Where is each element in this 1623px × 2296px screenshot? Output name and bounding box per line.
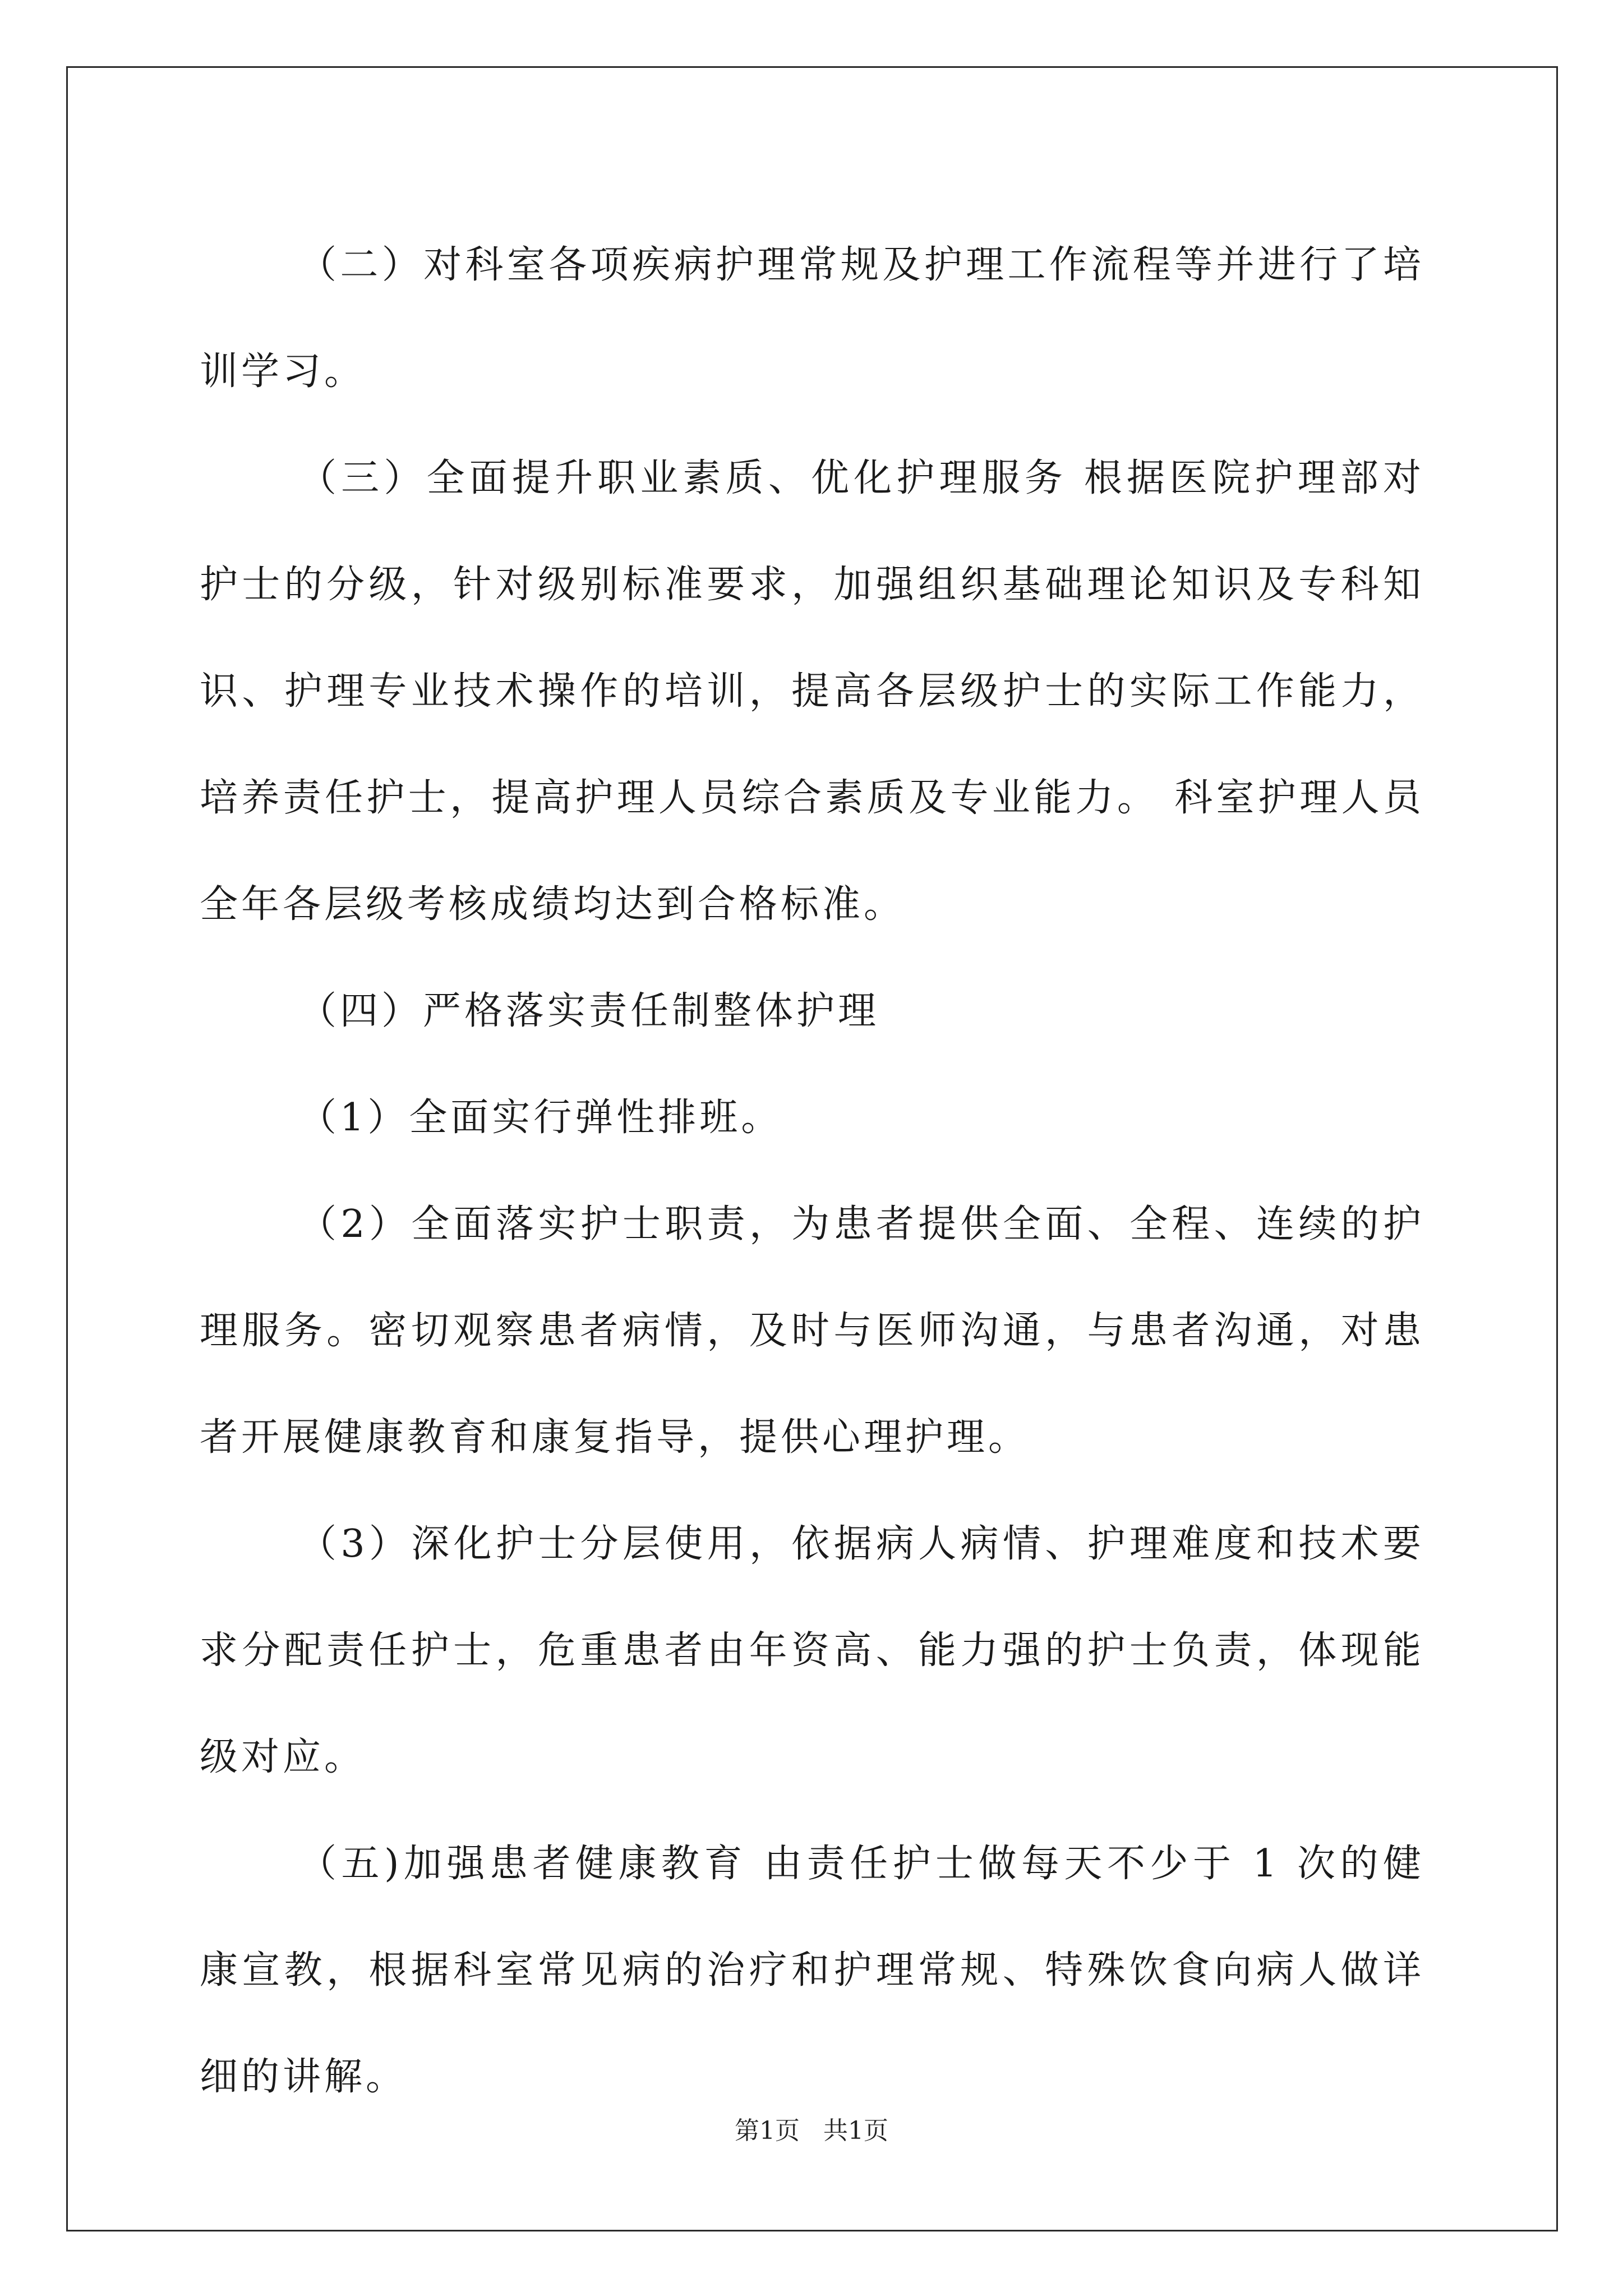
page-footer bbox=[0, 2110, 1623, 2146]
paragraph-health-education: （五)加强患者健康教育 由责任护士做每天不少于 1 次的健康宣教，根据科室常见病的治疗和护理常规、特殊饮食向病人做详细的讲解。 bbox=[200, 1842, 1424, 2099]
paragraph-nurse-duties: （2）全面落实护士职责，为患者提供全面、全程、连续的护理服务。密切观察患者病情，及时与医师沟通，与患者沟通，对患者开展健康教育和康复指导，提供心理护理。 bbox=[200, 1202, 1424, 1460]
paragraph-training-routine: （二）对科室各项疾病护理常规及护理工作流程等并进行了培训学习。 bbox=[200, 243, 1424, 394]
document-body bbox=[200, 212, 1424, 2131]
paragraph-professional-quality: （三）全面提升职业素质、优化护理服务 根据医院护理部对护士的分级，针对级别标准要求，加强组织基础理论知识及专科知识、护理专业技术操作的培训，提高各层级护士的实际工作能力，培养责任护士，提高护理人员综合素质及专业能力。 科室护理人员全年各层级考核成绩均达到合格标准。 bbox=[200, 456, 1424, 927]
paragraph-tiered-nursing: （3）深化护士分层使用，依据病人病情、护理难度和技术要求分配责任护士，危重患者由年资高、能力强的护士负责，体现能级对应。 bbox=[200, 1522, 1424, 1779]
page-number-current: 第1页 bbox=[735, 2116, 800, 2145]
page-number-total: 共1页 bbox=[823, 2116, 888, 2145]
paragraph-flexible-scheduling: （1）全面实行弹性排班。 bbox=[298, 1096, 783, 1140]
paragraph-responsibility-system: （四）严格落实责任制整体护理 bbox=[298, 989, 880, 1033]
